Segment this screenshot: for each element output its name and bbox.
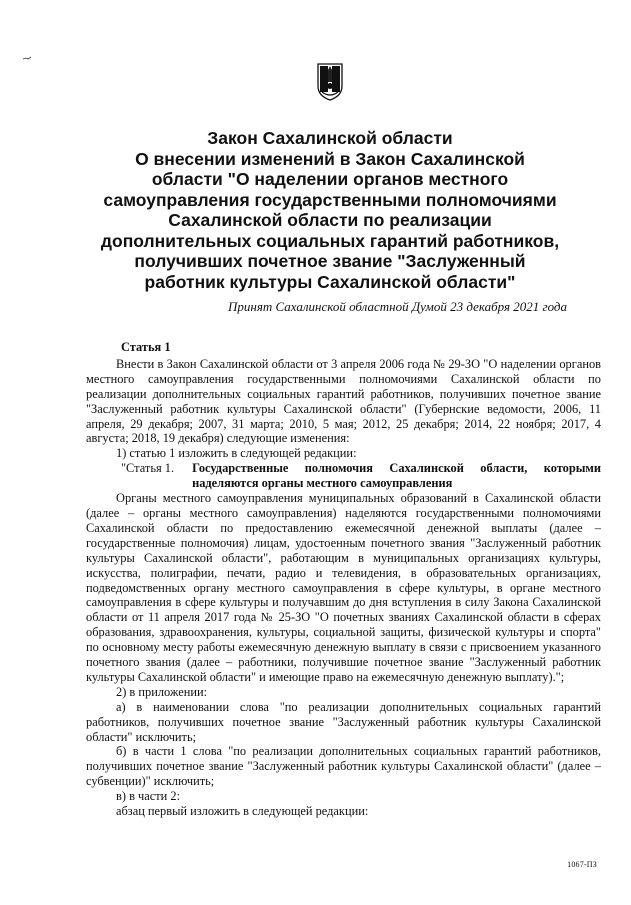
title-line: дополнительных социальных гарантий работников,	[100, 230, 560, 251]
paragraph: Органы местного самоуправления муниципальных образований в Сахалинской области (далее – органы местного самоуправления) наделяются государственными полномочиями Сахалинской области по предоставлению ежемесячной денежной выплаты (далее – государственные полномочия) лицам, удостоенным почетного звания "Заслуженный работник культуры Сахалинской области", работающим в муниципальных организациях культуры, искусства, полиграфии, печати, радио и телевидения, в образовательных организациях, подведомственных органу местного самоуправления в сфере культуры, в органе местного самоуправления в сфере культуры и получавшим до дня вступления в силу Закона Сахалинской области от 11 апреля 2017 года № 25-ЗО "О почетных званиях Сахалинской области в сферах образования, здравоохранения, культуры, социальной защиты, физической культуры и спорта" по основному месту работы ежемесячную денежную выплату в связи с присвоением указанного почетного звания (далее – работники, получившие почетное звание "Заслуженный работник культуры Сахалинской области" и имеющие право на ежемесячную денежную выплату).";	[86, 491, 601, 684]
title-line: Сахалинской области по реализации	[168, 210, 492, 230]
paragraph: а) в наименовании слова "по реализации дополнительных социальных гарантий работников, получивших почетное звание "Заслуженный работник культуры Сахалинской области" исключить;	[86, 699, 601, 744]
coat-of-arms-icon	[316, 62, 344, 102]
paragraph: Внести в Закон Сахалинской области от 3 апреля 2006 года № 29-ЗО "О наделении органов местного самоуправления государственными полномочиями Сахалинской области по реализации дополнительных социальных гарантий работников, получивших почетное звание "Заслуженный работник культуры Сахалинской области" (Губернские ведомости, 2006, 11 апреля, 29 декабря; 2007, 31 марта; 2010, 5 мая; 2012, 25 декабря; 2014, 22 ноября; 2017, 4 августа; 2018, 19 декабря) следующие изменения:	[86, 356, 601, 446]
title-line: О внесении изменений в Закон Сахалинской	[135, 148, 525, 169]
title-line: Закон Сахалинской области	[207, 128, 453, 148]
paragraph: 2) в приложении:	[116, 684, 208, 699]
scan-speck	[22, 55, 32, 61]
title-line: работник культуры Сахалинской области"	[144, 271, 516, 292]
paragraph: абзац первый изложить в следующей редакции:	[116, 804, 369, 819]
article-heading: Статья 1	[121, 340, 171, 354]
title-line: области "О наделении органов местного	[151, 169, 509, 189]
quoted-article-number: "Статья 1.	[121, 461, 175, 476]
title-line: получивших почетное звание "Заслуженный	[134, 251, 526, 271]
paragraph: б) в части 1 слова "по реализации дополнительных социальных гарантий работников, получивших почетное звание "Заслуженный работник культуры Сахалинской области" (далее – субвенции)" исключить;	[86, 744, 601, 789]
quoted-article-heading	[86, 461, 601, 491]
title-line: самоуправления государственными полномочиями	[103, 189, 557, 210]
document-code: 1067-ПЗ	[567, 860, 597, 869]
quoted-article-title: Государственные полномочия Сахалинской области, которыми наделяются органы местного самоуправления	[192, 461, 601, 491]
adoption-note: Принят Сахалинской областной Думой 23 декабря 2021 года	[228, 299, 567, 314]
law-title	[90, 128, 570, 292]
document-body	[86, 340, 601, 819]
paragraph: 1) статью 1 изложить в следующей редакции:	[116, 446, 357, 461]
paragraph: в) в части 2:	[116, 789, 181, 804]
